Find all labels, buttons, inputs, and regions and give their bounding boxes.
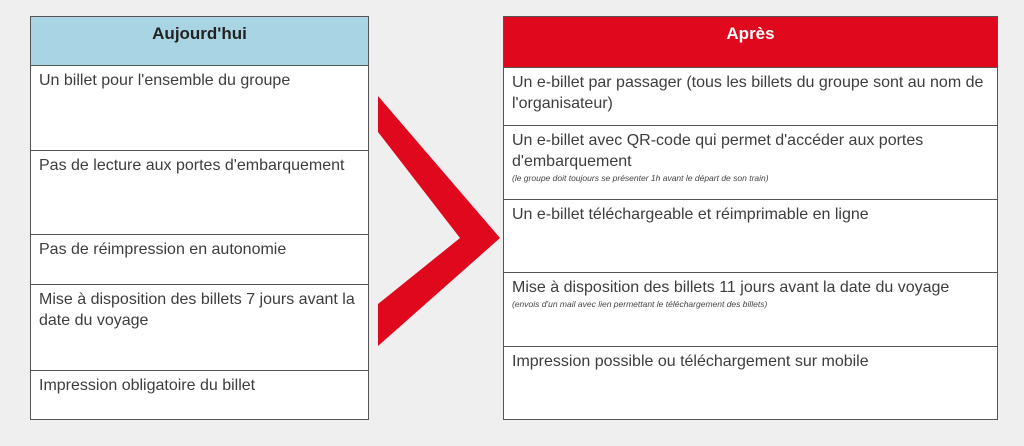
after-item-text: Un e-billet téléchargeable et réimprimable en ligne: [512, 206, 869, 223]
today-item: Pas de lecture aux portes d'embarquement: [31, 151, 368, 235]
after-item: [504, 347, 997, 419]
after-item-text: Un e-billet par passager (tous les billets du groupe sont au nom de l'organisateur): [512, 74, 984, 112]
chevron-shape: [378, 96, 500, 346]
today-panel: [30, 16, 369, 420]
after-panel: [503, 16, 998, 420]
after-item-text: Impression possible ou téléchargement sur mobile: [512, 353, 869, 370]
arrow-chevron-icon: [370, 96, 500, 346]
after-item: [504, 273, 997, 347]
after-item-note: (le groupe doit toujours se présenter 1h avant le départ de son train): [512, 173, 769, 183]
after-item-note: (envois d'un mail avec lien permettant le téléchargement des billets): [512, 299, 768, 309]
after-item: [504, 68, 997, 126]
after-item: [504, 126, 997, 200]
after-item-text: Un e-billet avec QR-code qui permet d'accéder aux portes d'embarquement: [512, 132, 924, 170]
today-item: Impression obligatoire du billet: [39, 377, 256, 394]
today-item: Un billet pour l'ensemble du groupe: [31, 66, 368, 151]
after-item: [504, 200, 997, 273]
after-title: Après: [504, 17, 997, 68]
today-title: Aujourd'hui: [31, 17, 368, 66]
today-item: Pas de réimpression en autonomie: [31, 235, 368, 285]
after-item-text: Mise à disposition des billets 11 jours avant la date du voyage: [512, 279, 950, 296]
today-item: Mise à disposition des billets 7 jours avant la date du voyage: [31, 285, 368, 371]
